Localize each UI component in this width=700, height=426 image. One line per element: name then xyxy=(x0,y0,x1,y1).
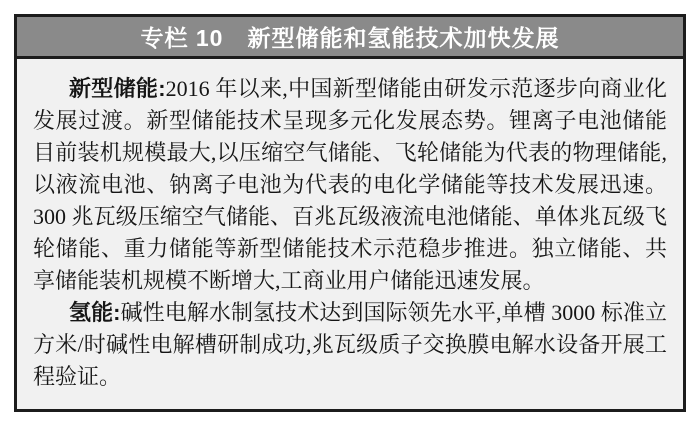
paragraph-new-energy-storage xyxy=(33,73,667,297)
column-box-body xyxy=(17,59,683,393)
paragraph-text-hydrogen: 碱性电解水制氢技术达到国际领先水平,单槽 3000 标准立方米/时碱性电解槽研制成功,兆瓦级质子交换膜电解水设备开展工程验证。 xyxy=(33,300,667,389)
column-box-title: 专栏 10 新型储能和氢能技术加快发展 xyxy=(140,25,560,51)
paragraph-lead-hydrogen: 氢能: xyxy=(69,300,121,325)
paragraph-text-new-energy-storage: 2016 年以来,中国新型储能由研发示范逐步向商业化发展过渡。新型储能技术呈现多元化发展态势。锂离子电池储能目前装机规模最大,以压缩空气储能、飞轮储能为代表的物理储能,以液流电池、钠离子电池为代表的电化学储能等技术发展迅速。300 兆瓦级压缩空气储能、百兆瓦级液流电池储能、单体兆瓦级飞轮储能、重力储能等新型储能技术示范稳步推进。独立储能、共享储能装机规模不断增大,工商业用户储能迅速发展。 xyxy=(33,76,667,293)
paragraph-hydrogen xyxy=(33,297,667,393)
column-box xyxy=(14,14,686,412)
column-box-header xyxy=(17,17,683,59)
paragraph-lead-new-energy-storage: 新型储能: xyxy=(69,76,166,101)
